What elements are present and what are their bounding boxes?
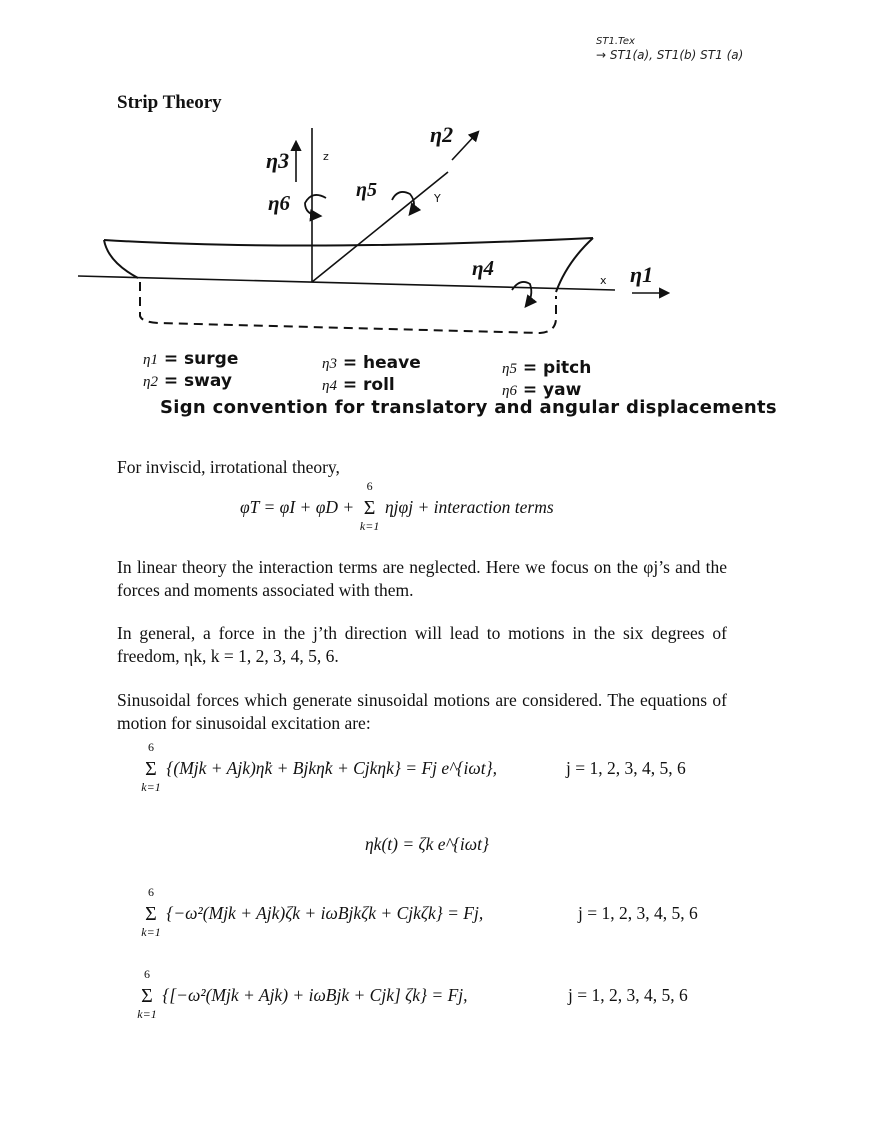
x-axis-line: [78, 276, 615, 290]
equation-4-condition: j = 1, 2, 3, 4, 5, 6: [578, 903, 698, 923]
paragraph-2: In linear theory the interaction terms are neglected. Here we focus on the φj’s and the forces and moments associated with them.: [117, 557, 727, 600]
equation-4: 6 Σ k=1 {−ω²(Mjk + Ajk)ζk + iωBjkζk + Cjkζk} = Fj,: [141, 885, 484, 940]
legend-item: η2 = sway: [143, 371, 232, 391]
eta6-rotation: [305, 195, 326, 216]
equation-3: ηk(t) = ζk e^{iωt}: [365, 834, 489, 854]
figure-caption: Sign convention for translatory and angular displacements: [160, 397, 777, 418]
eta6-label: η6: [268, 191, 291, 215]
y-axis-line: [312, 172, 448, 282]
eta3-label: η3: [266, 148, 290, 173]
eta4-label: η4: [472, 256, 495, 280]
paragraph-3: In general, a force in the j’th direction will lead to motions in the six degrees of freedom, ηk, k = 1, 2, 3, 4, 5, 6.: [117, 623, 727, 666]
equation-2: 6 Σ k=1 {(Mjk + Ajk)η̈k + Bjkη̇k + Cjkηk} = Fj e^{iωt},: [141, 740, 497, 795]
legend-item: η6 = yaw: [502, 380, 582, 400]
ship-motion-diagram: [0, 0, 880, 440]
hull-bow: [104, 240, 138, 278]
summation-2: 6 Σ k=1: [141, 740, 161, 795]
handwritten-note-1: ST1.Tex: [596, 36, 635, 47]
z-axis-label: z: [323, 150, 329, 163]
hull-deck: [104, 238, 593, 246]
hull-underwater-dashed: [140, 282, 556, 333]
equation-5: 6 Σ k=1 {[−ω²(Mjk + Ajk) + iωBjk + Cjk] ζk} = Fj,: [137, 967, 468, 1022]
paragraph-1: For inviscid, irrotational theory,: [117, 457, 340, 477]
legend-item: η3 = heave: [322, 353, 421, 373]
eta1-label: η1: [630, 262, 654, 287]
equation-5-condition: j = 1, 2, 3, 4, 5, 6: [568, 985, 688, 1005]
summation-5: 6 Σ k=1: [137, 967, 157, 1022]
legend-item: η5 = pitch: [502, 358, 592, 378]
x-axis-label: x: [600, 274, 607, 287]
eta2-arrow: [452, 132, 478, 160]
handwritten-note-2: → ST1(a), ST1(b) ST1 (a): [596, 48, 744, 62]
page-title: Strip Theory: [117, 92, 222, 113]
paragraph-4: Sinusoidal forces which generate sinusoidal motions are considered. The equations of motion for sinusoidal excitation are:: [117, 690, 727, 733]
eta4-rotation: [512, 282, 531, 306]
hull-stern: [556, 238, 593, 292]
eta2-label: η2: [430, 122, 454, 147]
equation-1: φT = φI + φD + 6 Σ k=1 ηjφj + interaction terms: [240, 479, 554, 534]
equation-2-condition: j = 1, 2, 3, 4, 5, 6: [566, 758, 686, 778]
summation-1: 6 Σ k=1: [359, 479, 380, 534]
legend-item: η4 = roll: [322, 375, 395, 395]
summation-4: 6 Σ k=1: [141, 885, 161, 940]
eta5-label: η5: [356, 179, 377, 201]
legend-item: η1 = surge: [143, 349, 239, 369]
y-axis-label: Y: [434, 192, 441, 205]
